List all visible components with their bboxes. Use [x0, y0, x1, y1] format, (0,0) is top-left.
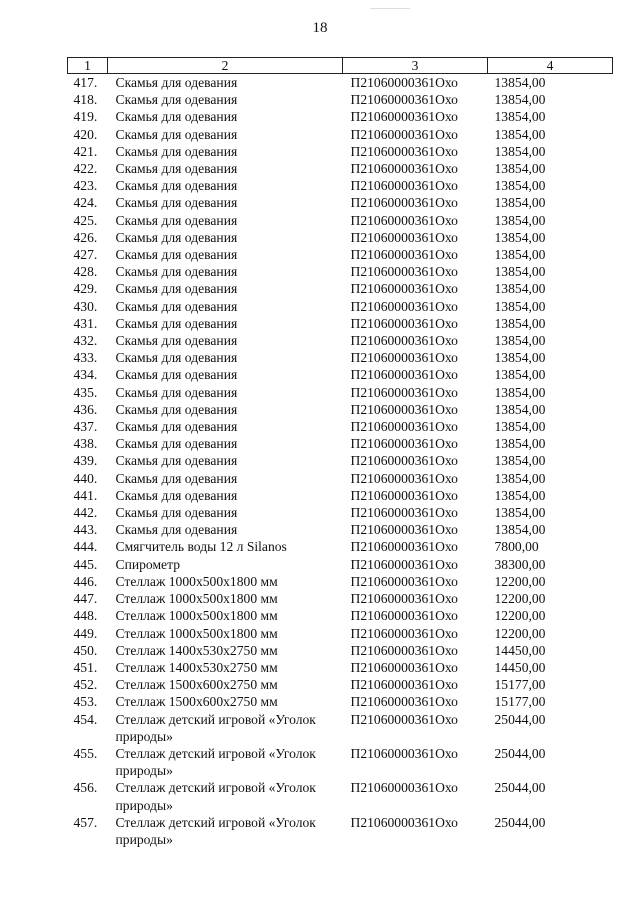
row-number: 433.	[73, 350, 98, 366]
table-row	[68, 711, 613, 745]
inventory-table	[67, 57, 613, 848]
row-number: 453.	[73, 694, 98, 710]
item-price: 14450,00	[494, 659, 546, 675]
item-code: П21060000361Охо	[350, 608, 458, 624]
item-name: Скамья для одевания	[115, 92, 238, 108]
item-code: П21060000361Охо	[350, 711, 458, 727]
row-number: 438.	[73, 436, 98, 452]
item-code: П21060000361Охо	[350, 298, 458, 314]
item-name: Стеллаж 1400x530x2750 мм	[115, 659, 278, 675]
item-name: Скамья для одевания	[115, 522, 238, 538]
item-name: Скамья для одевания	[115, 75, 238, 90]
row-number: 439.	[73, 453, 98, 469]
item-price: 12200,00	[494, 608, 546, 624]
item-code: П21060000361Охо	[350, 161, 458, 177]
item-price: 13854,00	[494, 505, 546, 521]
table-row	[68, 401, 613, 418]
item-price: 12200,00	[494, 591, 546, 607]
item-price: 13854,00	[494, 229, 546, 245]
item-price: 13854,00	[494, 487, 546, 503]
item-price: 25044,00	[494, 711, 546, 727]
row-number: 426.	[73, 229, 98, 245]
item-name: Скамья для одевания	[115, 453, 238, 469]
item-price: 25044,00	[494, 780, 546, 796]
item-price: 25044,00	[494, 814, 546, 830]
row-number: 448.	[73, 608, 98, 624]
item-price: 13854,00	[494, 143, 546, 159]
row-number: 454.	[73, 711, 98, 727]
table-row	[68, 470, 613, 487]
row-number: 444.	[73, 539, 98, 555]
item-price: 13854,00	[494, 453, 546, 469]
item-name: Скамья для одевания	[115, 333, 238, 349]
table-row	[68, 263, 613, 280]
table-row	[68, 108, 613, 125]
item-code: П21060000361Охо	[350, 367, 458, 383]
item-code: П21060000361Охо	[350, 677, 458, 693]
row-number: 420.	[73, 126, 98, 142]
table-row	[68, 280, 613, 297]
item-name: Стеллаж 1400x530x2750 мм	[115, 642, 278, 658]
row-number: 427.	[73, 247, 98, 263]
item-code: П21060000361Охо	[350, 487, 458, 503]
row-number: 418.	[73, 92, 98, 108]
item-code: П21060000361Охо	[350, 505, 458, 521]
item-name: Стеллаж 1500x600x2750 мм	[115, 677, 278, 693]
table-row	[68, 298, 613, 315]
item-name: Стеллаж детский игровой «Уголок природы»	[115, 711, 316, 744]
item-code: П21060000361Охо	[350, 556, 458, 572]
row-number: 452.	[73, 677, 98, 693]
item-code: П21060000361Охо	[350, 92, 458, 108]
table-row	[68, 349, 613, 366]
row-number: 431.	[73, 315, 98, 331]
row-number: 450.	[73, 642, 98, 658]
row-number: 442.	[73, 505, 98, 521]
table-row	[68, 452, 613, 469]
row-number: 436.	[73, 401, 98, 417]
table-row	[68, 91, 613, 108]
item-price: 13854,00	[494, 178, 546, 194]
table-row	[68, 504, 613, 521]
column-header-code: 3	[343, 58, 488, 74]
row-number: 419.	[73, 109, 98, 125]
item-code: П21060000361Охо	[350, 350, 458, 366]
item-code: П21060000361Охо	[350, 212, 458, 228]
row-number: 432.	[73, 333, 98, 349]
item-code: П21060000361Охо	[350, 625, 458, 641]
table-row	[68, 556, 613, 573]
item-code: П21060000361Охо	[350, 591, 458, 607]
row-number: 430.	[73, 298, 98, 314]
item-code: П21060000361Охо	[350, 419, 458, 435]
item-code: П21060000361Охо	[350, 315, 458, 331]
column-header-price: 4	[488, 58, 613, 74]
table-row	[68, 676, 613, 693]
row-number: 443.	[73, 522, 98, 538]
row-number: 435.	[73, 384, 98, 400]
table-row	[68, 745, 613, 779]
item-price: 13854,00	[494, 212, 546, 228]
table-row	[68, 590, 613, 607]
item-price: 13854,00	[494, 92, 546, 108]
item-code: П21060000361Охо	[350, 401, 458, 417]
item-code: П21060000361Охо	[350, 659, 458, 675]
item-price: 12200,00	[494, 573, 546, 589]
item-name: Стеллаж 1000x500x1800 мм	[115, 591, 278, 607]
table-row	[68, 642, 613, 659]
item-code: П21060000361Охо	[350, 780, 458, 796]
row-number: 440.	[73, 470, 98, 486]
item-name: Стеллаж 1000x500x1800 мм	[115, 625, 278, 641]
item-name: Скамья для одевания	[115, 178, 238, 194]
table-row	[68, 332, 613, 349]
item-price: 13854,00	[494, 315, 546, 331]
item-price: 13854,00	[494, 522, 546, 538]
item-code: П21060000361Охо	[350, 178, 458, 194]
row-number: 428.	[73, 264, 98, 280]
item-name: Скамья для одевания	[115, 264, 238, 280]
item-code: П21060000361Охо	[350, 143, 458, 159]
row-number: 423.	[73, 178, 98, 194]
item-price: 7800,00	[494, 539, 539, 555]
item-name: Скамья для одевания	[115, 436, 238, 452]
page-number: 18	[312, 20, 328, 36]
table-row	[68, 366, 613, 383]
item-price: 13854,00	[494, 384, 546, 400]
item-price: 13854,00	[494, 401, 546, 417]
table-body	[68, 74, 613, 849]
item-price: 13854,00	[494, 281, 546, 297]
item-code: П21060000361Охо	[350, 436, 458, 452]
item-price: 13854,00	[494, 161, 546, 177]
item-name: Скамья для одевания	[115, 419, 238, 435]
item-price: 25044,00	[494, 745, 546, 761]
table-row	[68, 693, 613, 710]
row-number: 417.	[73, 75, 98, 90]
item-price: 14450,00	[494, 642, 546, 658]
row-number: 457.	[73, 814, 98, 830]
item-name: Скамья для одевания	[115, 281, 238, 297]
item-price: 13854,00	[494, 109, 546, 125]
item-name: Скамья для одевания	[115, 315, 238, 331]
row-number: 437.	[73, 419, 98, 435]
row-number: 445.	[73, 556, 98, 572]
table-row	[68, 384, 613, 401]
item-price: 13854,00	[494, 350, 546, 366]
table-row	[68, 194, 613, 211]
column-header-number: 1	[68, 58, 108, 74]
item-code: П21060000361Охо	[350, 229, 458, 245]
item-name: Спирометр	[115, 556, 180, 572]
item-price: 38300,00	[494, 556, 546, 572]
item-price: 13854,00	[494, 367, 546, 383]
item-code: П21060000361Охо	[350, 470, 458, 486]
item-code: П21060000361Охо	[350, 264, 458, 280]
scan-mark	[370, 8, 410, 9]
item-name: Стеллаж 1500x600x2750 мм	[115, 694, 278, 710]
table-row	[68, 625, 613, 642]
table-row	[68, 521, 613, 538]
item-name: Скамья для одевания	[115, 247, 238, 263]
row-number: 422.	[73, 161, 98, 177]
item-code: П21060000361Охо	[350, 453, 458, 469]
item-code: П21060000361Охо	[350, 195, 458, 211]
item-price: 13854,00	[494, 126, 546, 142]
item-name: Стеллаж 1000x500x1800 мм	[115, 608, 278, 624]
item-name: Стеллаж детский игровой «Уголок природы»	[115, 780, 316, 813]
item-name: Скамья для одевания	[115, 401, 238, 417]
item-name: Смягчитель воды 12 л Silanos	[115, 539, 287, 555]
item-name: Скамья для одевания	[115, 195, 238, 211]
item-code: П21060000361Охо	[350, 539, 458, 555]
item-name: Скамья для одевания	[115, 470, 238, 486]
row-number: 425.	[73, 212, 98, 228]
item-name: Скамья для одевания	[115, 367, 238, 383]
table-row	[68, 538, 613, 555]
table-row	[68, 659, 613, 676]
item-price: 13854,00	[494, 298, 546, 314]
row-number: 446.	[73, 573, 98, 589]
item-name: Скамья для одевания	[115, 487, 238, 503]
row-number: 424.	[73, 195, 98, 211]
item-price: 13854,00	[494, 419, 546, 435]
table-row	[68, 229, 613, 246]
item-code: П21060000361Охо	[350, 384, 458, 400]
item-name: Скамья для одевания	[115, 350, 238, 366]
item-name: Скамья для одевания	[115, 229, 238, 245]
item-price: 13854,00	[494, 436, 546, 452]
item-name: Стеллаж детский игровой «Уголок природы»	[115, 745, 316, 779]
item-code: П21060000361Охо	[350, 745, 458, 761]
item-name: Стеллаж 1000x500x1800 мм	[115, 573, 278, 589]
item-code: П21060000361Охо	[350, 694, 458, 710]
table-row	[68, 435, 613, 452]
item-code: П21060000361Охо	[350, 814, 458, 830]
item-code: П21060000361Охо	[350, 247, 458, 263]
item-name: Скамья для одевания	[115, 143, 238, 159]
item-price: 12200,00	[494, 625, 546, 641]
item-code: П21060000361Охо	[350, 522, 458, 538]
item-code: П21060000361Охо	[350, 573, 458, 589]
item-price: 13854,00	[494, 75, 546, 90]
row-number: 455.	[73, 745, 98, 761]
table-row	[68, 814, 613, 848]
item-name: Скамья для одевания	[115, 505, 238, 521]
item-price: 13854,00	[494, 470, 546, 486]
item-price: 15177,00	[494, 677, 546, 693]
item-price: 13854,00	[494, 264, 546, 280]
row-number: 456.	[73, 780, 98, 796]
item-code: П21060000361Охо	[350, 75, 458, 90]
item-code: П21060000361Охо	[350, 333, 458, 349]
table-row	[68, 315, 613, 332]
item-price: 13854,00	[494, 247, 546, 263]
item-name: Скамья для одевания	[115, 212, 238, 228]
row-number: 434.	[73, 367, 98, 383]
table-header-row	[68, 58, 613, 74]
item-name: Стеллаж детский игровой «Уголок природы»	[115, 814, 316, 847]
row-number: 441.	[73, 487, 98, 503]
item-code: П21060000361Охо	[350, 281, 458, 297]
item-name: Скамья для одевания	[115, 384, 238, 400]
row-number: 449.	[73, 625, 98, 641]
table-row	[68, 126, 613, 143]
row-number: 451.	[73, 659, 98, 675]
table-row	[68, 160, 613, 177]
table-row	[68, 779, 613, 813]
item-name: Скамья для одевания	[115, 298, 238, 314]
item-price: 15177,00	[494, 694, 546, 710]
table-row	[68, 143, 613, 160]
item-name: Скамья для одевания	[115, 161, 238, 177]
table-row	[68, 177, 613, 194]
table-row	[68, 487, 613, 504]
column-header-name: 2	[108, 58, 343, 74]
table-row	[68, 246, 613, 263]
table-row	[68, 607, 613, 624]
item-code: П21060000361Охо	[350, 109, 458, 125]
item-code: П21060000361Охо	[350, 126, 458, 142]
row-number: 421.	[73, 143, 98, 159]
row-number: 447.	[73, 591, 98, 607]
table-row	[68, 418, 613, 435]
table-row	[68, 573, 613, 590]
table-row	[68, 74, 613, 92]
item-price: 13854,00	[494, 195, 546, 211]
table-row	[68, 212, 613, 229]
item-price: 13854,00	[494, 333, 546, 349]
item-name: Скамья для одевания	[115, 109, 238, 125]
row-number: 429.	[73, 281, 98, 297]
item-code: П21060000361Охо	[350, 642, 458, 658]
item-name: Скамья для одевания	[115, 126, 238, 142]
